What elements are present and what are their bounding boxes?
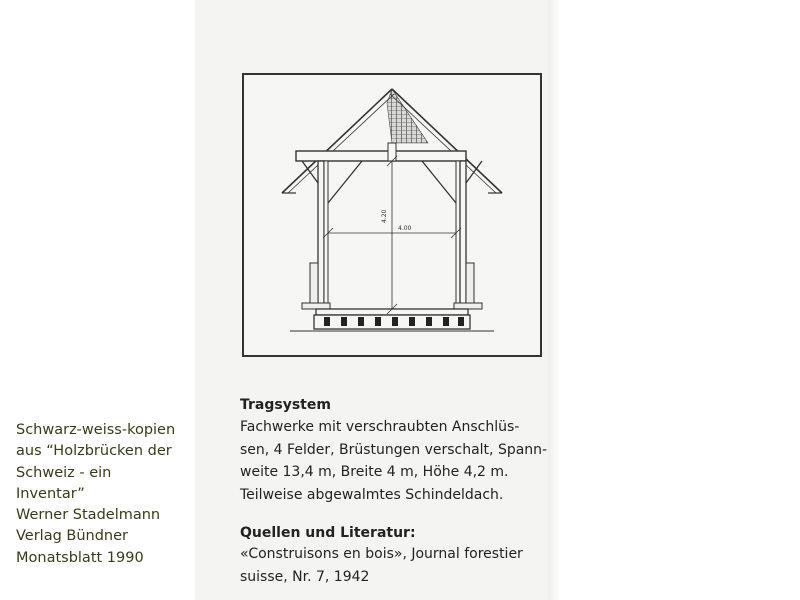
quellen-heading: Quellen und Literatur:	[240, 525, 416, 541]
caption-line: Schweiz - ein	[16, 464, 112, 481]
bridge-cross-section-drawing	[242, 73, 542, 357]
stringers	[324, 317, 464, 326]
dimension-lines	[323, 156, 461, 314]
tragsystem-section	[240, 396, 560, 506]
tragsystem-line: Fachwerke mit verschraubten Anschlüs-	[240, 419, 520, 435]
deck-beam	[316, 309, 468, 315]
left-outer-post	[318, 161, 324, 309]
quellen-line: suisse, Nr. 7, 1942	[240, 568, 370, 585]
cross-section-svg	[244, 75, 540, 355]
height-dimension-label: 4.20	[381, 209, 388, 223]
caption-line: Verlag Bündner	[16, 528, 129, 545]
width-dimension-label: 4.00	[398, 225, 412, 232]
caption-line: aus “Holzbrücken der	[16, 443, 172, 460]
tragsystem-heading: Tragsystem	[240, 397, 331, 413]
tragsystem-line: sen, 4 Felder, Brüstungen verschalt, Spann-	[240, 441, 548, 458]
caption-line: Schwarz-weiss-kopien	[16, 422, 176, 438]
right-outer-post	[460, 161, 466, 309]
tie-beam	[296, 151, 466, 161]
image-caption	[16, 420, 196, 569]
caption-line: Monatsblatt 1990	[16, 549, 144, 566]
quellen-line: «Construisons en bois», Journal forestier	[240, 546, 523, 562]
caption-line: Werner Stadelmann	[16, 507, 161, 524]
page-edge-shadow	[548, 0, 562, 600]
quellen-section	[240, 524, 560, 588]
tragsystem-line: weite 13,4 m, Breite 4 m, Höhe 4,2 m.	[240, 464, 509, 480]
tragsystem-line: Teilweise abgewalmtes Schindeldach.	[240, 486, 504, 503]
caption-line: Inventar”	[16, 485, 85, 502]
